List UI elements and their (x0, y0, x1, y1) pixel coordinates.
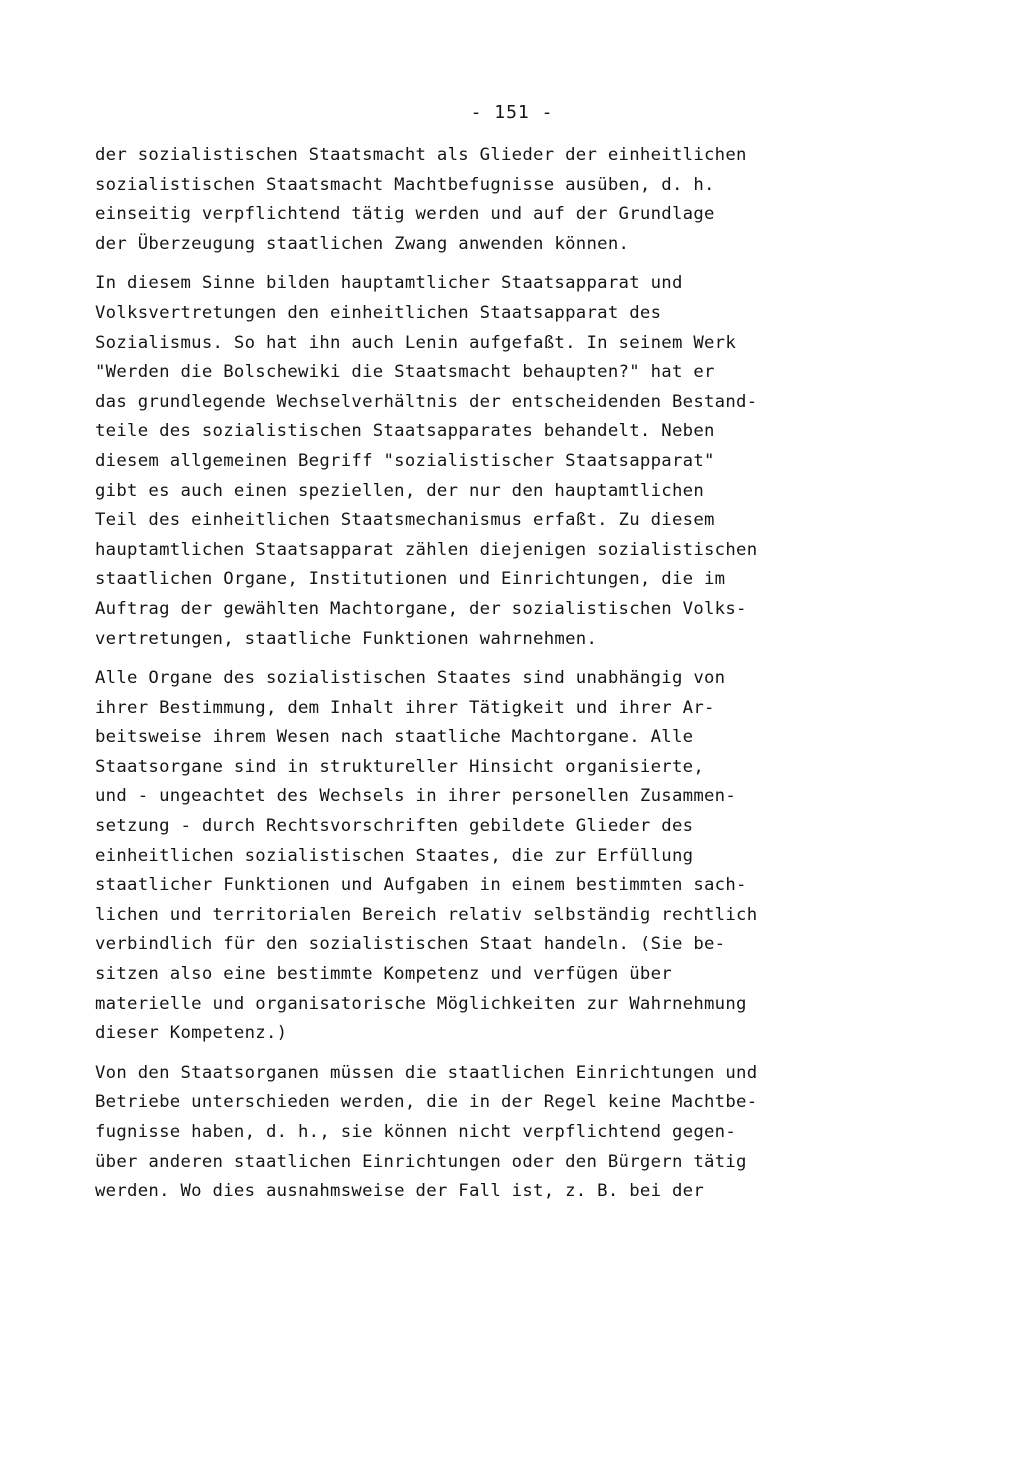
text-line: werden. Wo dies ausnahmsweise der Fall ist, z. B. bei der (95, 1181, 704, 1202)
text-line: staatlicher Funktionen und Aufgaben in einem bestimmten sach- (95, 875, 747, 896)
text-line: Sozialismus. So hat ihn auch Lenin aufgefaßt. In seinem Werk (95, 332, 737, 353)
paragraph-gap (95, 259, 855, 269)
paragraph (95, 1059, 855, 1207)
text-line: Teil des einheitlichen Staatsmechanismus erfaßt. Zu diesem (95, 510, 715, 531)
text-line: materielle und organisatorische Möglichkeiten zur Wahrnehmung (95, 993, 747, 1014)
text-line: der Überzeugung staatlichen Zwang anwenden können. (95, 233, 630, 254)
text-line: "Werden die Bolschewiki die Staatsmacht behaupten?" hat er (95, 362, 715, 383)
text-line: sitzen also eine bestimmte Kompetenz und verfügen über (95, 964, 672, 985)
text-line: fugnisse haben, d. h., sie können nicht verpflichtend gegen- (95, 1122, 737, 1142)
paragraph-gap (95, 654, 855, 664)
text-line: Von den Staatsorganen müssen die staatlichen Einrichtungen und (95, 1062, 758, 1083)
text-line: das grundlegende Wechselverhältnis der entscheidenden Bestand- (95, 391, 758, 412)
paragraph (95, 141, 855, 259)
text-line: über anderen staatlichen Einrichtungen oder den Bürgern tätig (95, 1151, 747, 1172)
text-line: Betriebe unterschieden werden, die in der Regel keine Machtbe- (95, 1092, 758, 1113)
text-line: Staatsorgane sind in struktureller Hinsicht organisierte, (95, 756, 704, 777)
text-line: setzung - durch Rechtsvorschriften gebildete Glieder des (95, 816, 694, 837)
paragraph (95, 269, 855, 654)
text-line: teile des sozialistischen Staatsapparates behandelt. Neben (95, 421, 715, 442)
text-line: ihrer Bestimmung, dem Inhalt ihrer Tätigkeit und ihrer Ar- (95, 697, 715, 718)
text-line: vertretungen, staatliche Funktionen wahrnehmen. (95, 628, 598, 649)
text-line: Auftrag der gewählten Machtorgane, der sozialistischen Volks- (95, 598, 747, 619)
body-text (95, 141, 855, 1207)
text-line: verbindlich für den sozialistischen Staat handeln. (Sie be- (95, 934, 726, 955)
text-line: einseitig verpflichtend tätig werden und auf der Grundlage (95, 204, 715, 225)
text-line: In diesem Sinne bilden hauptamtlicher Staatsapparat und (95, 273, 683, 294)
text-line: Volksvertretungen den einheitlichen Staatsapparat des (95, 302, 662, 323)
paragraph-gap (95, 1049, 855, 1059)
paragraph (95, 664, 855, 1049)
text-line: staatlichen Organe, Institutionen und Einrichtungen, die im (95, 569, 726, 590)
text-line: dieser Kompetenz.) (95, 1023, 288, 1044)
text-line: einheitlichen sozialistischen Staates, die zur Erfüllung (95, 845, 694, 866)
text-line: gibt es auch einen speziellen, der nur den hauptamtlichen (95, 480, 704, 501)
page-number: - 151 - (470, 102, 554, 123)
text-line: sozialistischen Staatsmacht Machtbefugnisse ausüben, d. h. (95, 174, 715, 195)
text-line: der sozialistischen Staatsmacht als Glieder der einheitlichen (95, 145, 747, 165)
text-line: diesem allgemeinen Begriff "sozialistischer Staatsapparat" (95, 450, 715, 471)
text-line: lichen und territorialen Bereich relativ selbständig rechtlich (95, 904, 758, 925)
text-line: hauptamtlichen Staatsapparat zählen diejenigen sozialistischen (95, 539, 758, 560)
text-line: und - ungeachtet des Wechsels in ihrer personellen Zusammen- (95, 786, 737, 807)
text-line: Alle Organe des sozialistischen Staates sind unabhängig von (95, 668, 726, 689)
text-line: beitsweise ihrem Wesen nach staatliche Machtorgane. Alle (95, 727, 694, 748)
